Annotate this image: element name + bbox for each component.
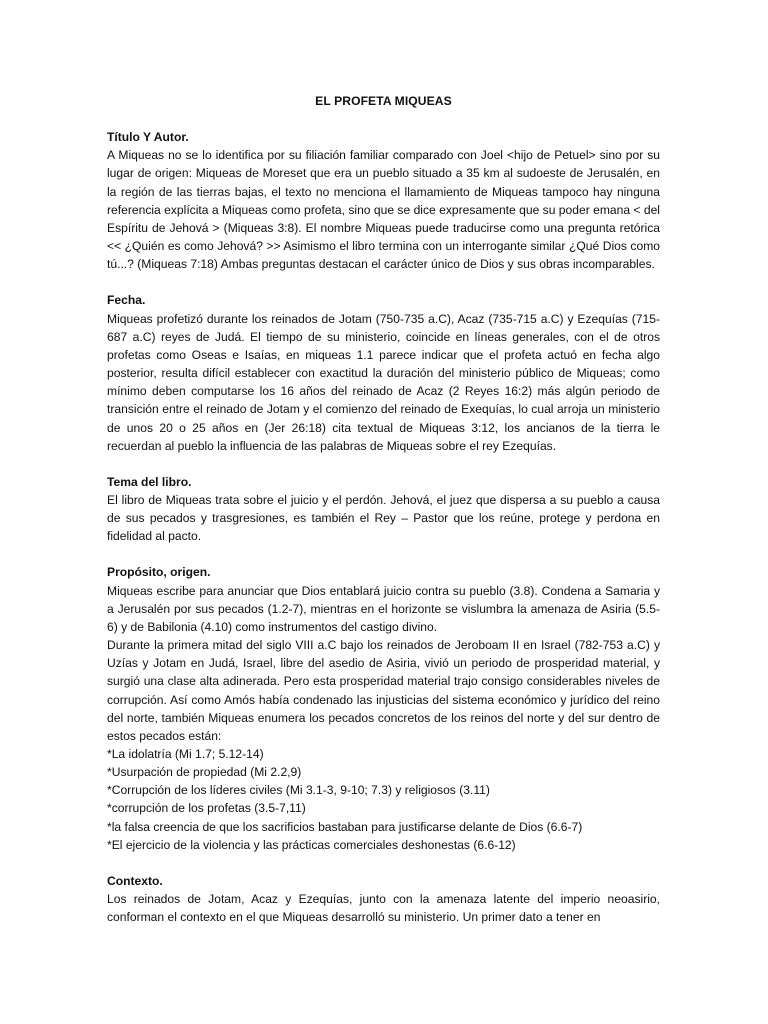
section-proposito (107, 563, 660, 854)
section-heading: Tema del libro. (107, 474, 192, 489)
paragraph: Miqueas profetizó durante los reinados de Jotam (750-735 a.C), Acaz (735-715 a.C) y Ezequías (715-687 a.C) reyes de Judá. El tiempo de su ministerio, coincide en líneas generales, con el de otros profetas como Oseas e Isaías, en miqueas 1.1 parece indicar que el profeta actuó en fecha algo posterior, resulta difícil establecer con exactitud la duración del ministerio público de Miqueas; como mínimo deben computarse los 16 años del reinado de Acaz (2 Reyes 16:2) más algún periodo de transición entre el reinado de Jotam y el comienzo del reinado de Exequías, lo cual arroja un ministerio de unos 20 o 25 años en (Jer 26:18) cita textual de Miqueas 3:12, los ancianos de la tierra le recuerdan al pueblo la influencia de las palabras de Miqueas sobre el rey Ezequías. (107, 311, 660, 453)
section-titulo-autor (107, 128, 660, 273)
section-tema (107, 473, 660, 546)
list-item: *La idolatría (Mi 1.7; 5.12-14) (107, 747, 264, 761)
section-heading: Título Y Autor. (107, 130, 189, 145)
list-item: *corrupción de los profetas (3.5-7,11) (107, 801, 306, 816)
section-fecha (107, 291, 660, 454)
section-heading: Fecha. (107, 293, 146, 308)
document-title: EL PROFETA MIQUEAS (315, 94, 452, 108)
section-heading: Contexto. (107, 873, 163, 888)
section-contexto (107, 872, 660, 926)
paragraph: Durante la primera mitad del siglo VIII a.C bajo los reinados de Jeroboam II en Israel (782-753 a.C) y Uzías y Jotam en Judá, Israel, libre del asedio de Asiria, vivió un periodo de prosperidad material, y surgió una clase alta adinerada. Pero esta prosperidad material trajo consigo considerables niveles de corrupción. Así como Amós había condenado las injusticias del sistema económico y jurídico del reino del norte, también Miqueas enumera los pecados concretos de los reinos del norte y del sur dentro de estos pecados están: (107, 638, 660, 743)
paragraph: Miqueas escribe para anunciar que Dios entablará juicio contra su pueblo (3.8). Condena a Samaria y a Jerusalén por sus pecados (1.2-7), mientras en el horizonte se vislumbra la amenaza de Asiria (5.5-6) y de Babilonia (4.10) como instrumentos del castigo divino. (107, 583, 660, 634)
list-item: *Usurpación de propiedad (Mi 2.2,9) (107, 765, 302, 780)
list-item: *la falsa creencia de que los sacrificios bastaban para justificarse delante de Dios (6.6-7) (107, 819, 583, 834)
paragraph: El libro de Miqueas trata sobre el juicio y el perdón. Jehová, el juez que dispersa a su pueblo a causa de sus pecados y trasgresiones, es también el Rey – Pastor que los reúne, protege y perdona en fidelidad al pacto. (107, 492, 660, 544)
document-page (107, 92, 660, 944)
paragraph: Los reinados de Jotam, Acaz y Ezequías, junto con la amenaza latente del imperio neoasirio, conforman el contexto en el que Miqueas desarrolló su ministerio. Un primer dato a tener en (107, 892, 660, 925)
section-heading: Propósito, origen. (107, 565, 211, 580)
list-item: *El ejercicio de la violencia y las prácticas comerciales deshonestas (6.6-12) (107, 837, 516, 852)
list-item: *Corrupción de los líderes civiles (Mi 3.1-3, 9-10; 7.3) y religiosos (3.11) (107, 783, 490, 798)
paragraph: A Miqueas no se lo identifica por su filiación familiar comparado con Joel <hijo de Petuel> sino por su lugar de origen: Miqueas de Moreset que era un pueblo situado a 35 km al sudoeste de Jerusalén, en la región de las tierras bajas, el texto no menciona el llamamiento de Miqueas tampoco hay ninguna referencia explícita a Miqueas como profeta, sino que se dice expresamente que su poder emana < del Espíritu de Jehová > (Miqueas 3:8). El nombre Miqueas puede traducirse como una pregunta retórica << ¿Quién es como Jehová? >> Asimismo el libro termina con un interrogante similar ¿Qué Dios como tú...? (Miqueas 7:18) Ambas preguntas destacan el carácter único de Dios y sus obras incomparables. (107, 148, 660, 272)
